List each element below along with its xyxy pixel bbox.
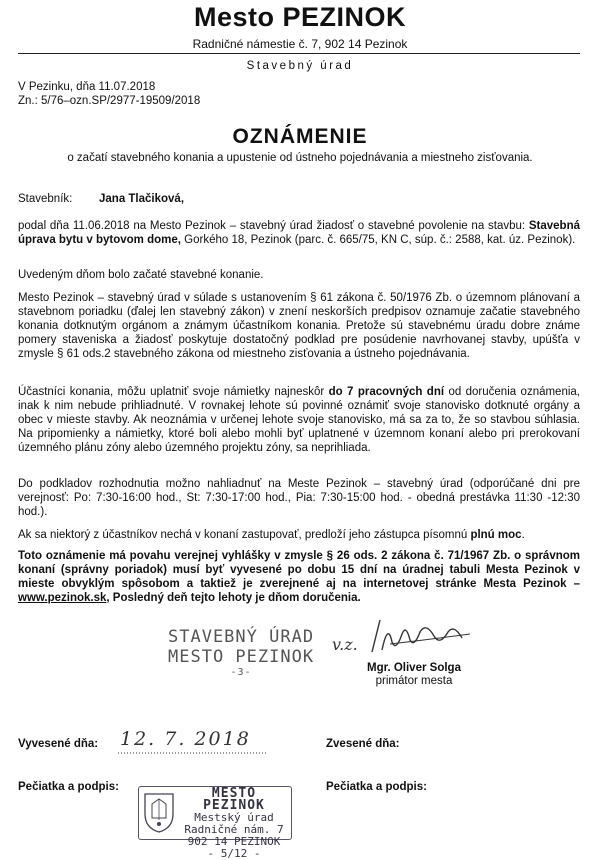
posting-stamp-line3: Radničné nám. 7	[184, 823, 284, 836]
posted-date-line	[118, 750, 268, 756]
objections-text-a: Účastníci konania, môžu uplatniť svoje námietky najneskôr	[18, 386, 329, 398]
power-of-attorney: plnú moc	[470, 529, 522, 541]
objections-text-b: od doručenia oznámenia, inak k nim nebude prihliadnuté. V rovnakej lehote sú povinné oznámiť svoje stanovisko dotknuté orgány a obec v mieste stavby. Ak neoznámia v určenej lehote svoje stanovisko, má sa za to, že so stavbou súhlasia. Na pripomienky a námietky, ktoré boli alebo mohli byť uplatnené v územnom konaní alebo pri prerokovaní územného plánu zóny alebo územného projektu zóny, sa neprihliada.	[18, 386, 580, 454]
header-divider	[18, 53, 580, 54]
city-address: Radničné námestie č. 7, 902 14 Pezinok	[192, 37, 408, 51]
office-stamp-line3: -3-	[230, 667, 252, 678]
objections-deadline: do 7 pracovných dní	[328, 386, 445, 398]
paragraph-representation	[18, 528, 580, 542]
posting-stamp-line5: - 5/12 -	[207, 847, 261, 860]
signer-name: Mgr. Oliver Solga	[367, 662, 461, 674]
office-stamp	[168, 627, 314, 679]
request-text: podal dňa 11.06.2018 na Mesto Pezinok – stavebný úrad žiadosť o stavebné povolenie na stavbu:	[18, 220, 526, 232]
posting-stamp	[178, 788, 290, 860]
posted-date-handwritten: 12. 7. 2018	[120, 728, 251, 750]
posting-stamp-line2: Mestský úrad	[194, 811, 274, 824]
notice-title: OZNÁMENIE	[232, 125, 368, 148]
posting-stamp-line1: MESTO PEZINOK	[203, 786, 265, 813]
building-location: Gorkého 18, Pezinok (parc. č. 665/75, KN C, súp. č.: 2588, kat. úz. Pezinok).	[180, 234, 576, 246]
paragraph-legal-basis: Mesto Pezinok – stavebný úrad v súlade s ustanovením § 61 zákona č. 50/1976 Zb. o územnom plánovaní a stavebnom poriadku (ďalej len stavebný zákon) v znení neskorších predpisov oznamuje začatie stavebného konania dotknutým orgánom a známym účastníkom konania. Pretože sú stavebnému úradu dobre známe pomery staveniska a žiadosť poskytuje dostatočný podklad pre posúdenie navrhovanej stavby, upúšťa v zmysle § 61 ods.2 stavebného zákona od miestneho zisťovania a ústneho pojednávania.	[18, 292, 580, 360]
public-notice-end: , Posledný deň tejto lehoty je dňom doručenia.	[106, 592, 361, 604]
office-stamp-line2: MESTO PEZINOK	[168, 647, 315, 667]
reference-number: Zn.: 5/76–ozn.SP/2977-19509/2018	[18, 95, 201, 107]
public-notice-text: Toto oznámenie má povahu verejnej vyhlášky v zmysle § 26 ods. 2 zákona č. 71/1967 Zb. o správnom konaní (správny poriadok) musí byť vyvesené po dobu 15 dní na úradnej tabuli Mesta Pezinok v mieste obvyklým spôsobom a taktiež je zverejnené aj na internetovej stránke Mesta Pezinok –	[18, 550, 580, 590]
posted-label: Vyvesené dňa:	[18, 738, 99, 750]
paragraph-office-hours: Do podkladov rozhodnutia možno nahliadnuť na Meste Pezinok – stavebný úrad (odporúčané dni pre verejnosť: Po: 7:30-16:00 hod., St: 7:30-17:00 hod., Pia: 7:30-15:00 hod. - obedná prestávka 11:30 -12:30 hod.).	[18, 478, 580, 518]
posting-stamp-line4: 902 14 PEZINOK	[187, 835, 281, 848]
paragraph-request	[18, 219, 580, 247]
representation-text: Ak sa niektorý z účastníkov nechá v konaní zastupovať, predloží jeho zástupca písomnú	[18, 529, 471, 541]
stamp-sign-label-right: Pečiatka a podpis:	[326, 781, 427, 793]
stamp-sign-label-left: Pečiatka a podpis:	[18, 781, 119, 793]
paragraph-public-notice	[18, 549, 580, 605]
removed-label: Zvesené dňa:	[326, 738, 400, 750]
signature-prefix: v.z.	[332, 635, 358, 654]
place-date: V Pezinku, dňa 11.07.2018	[18, 81, 156, 93]
city-title: Mesto PEZINOK	[193, 2, 407, 32]
paragraph-objections	[18, 385, 580, 455]
notice-subtitle: o začatí stavebného konania a upustenie od ústneho pojednávania a miestneho zisťovania.	[67, 152, 533, 164]
building-name: Stavebná úprava bytu v bytovom dome,	[18, 220, 580, 246]
office-name: Stavebný úrad	[246, 60, 354, 72]
paragraph-started: Uvedeným dňom bolo začaté stavebné konanie.	[18, 269, 264, 281]
signature-mark-icon	[330, 612, 480, 662]
applicant-name: Jana Tlačiková,	[99, 193, 185, 205]
representation-end: .	[521, 529, 525, 541]
crest-icon	[142, 790, 176, 834]
website-link[interactable]: www.pezinok.sk	[18, 592, 107, 604]
applicant-label: Stavebník:	[18, 193, 73, 205]
signer-role: primátor mesta	[375, 675, 453, 687]
office-stamp-line1: STAVEBNÝ ÚRAD	[168, 627, 315, 647]
